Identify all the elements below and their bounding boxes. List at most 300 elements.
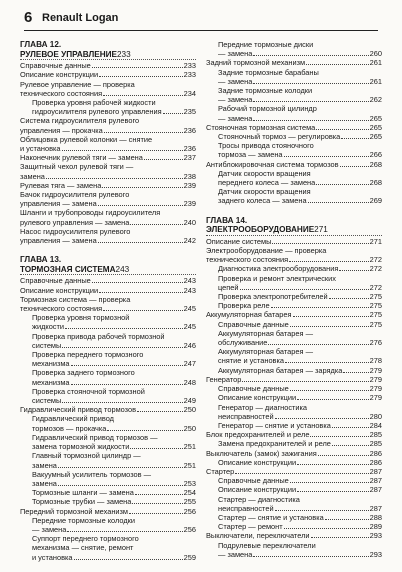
toc-entry-page: 247 bbox=[183, 359, 196, 369]
leader-dots bbox=[341, 138, 368, 139]
toc-entry bbox=[206, 485, 382, 494]
toc-entry bbox=[206, 393, 382, 402]
chapter-number: ГЛАВА 14. bbox=[206, 215, 248, 225]
chapter-title-row bbox=[206, 225, 382, 235]
leader-dots bbox=[107, 430, 182, 431]
toc-entry-text: Описание конструкции bbox=[20, 285, 99, 295]
leader-dots bbox=[58, 485, 183, 486]
leader-dots bbox=[62, 150, 183, 151]
toc-entry-row bbox=[218, 476, 382, 485]
toc-entry-page: 286 bbox=[369, 448, 382, 458]
toc-entry-text: механизма bbox=[32, 359, 70, 369]
toc-entry-row bbox=[206, 467, 382, 476]
toc-entry-text: управления — прокачка bbox=[20, 125, 103, 135]
toc-entry-row bbox=[218, 393, 382, 402]
toc-entry bbox=[206, 403, 382, 421]
toc-entry-text: Стояночная тормозная система bbox=[206, 122, 316, 132]
toc-entry-text: замена тормозной жидкости bbox=[32, 442, 130, 452]
toc-entry-page: 233 bbox=[183, 70, 196, 80]
toc-entry bbox=[206, 132, 382, 141]
chapter-block bbox=[20, 255, 196, 561]
toc-entry bbox=[20, 276, 196, 285]
leader-dots bbox=[98, 205, 183, 206]
toc-entry-text: Система гидроусилителя рулевого bbox=[20, 116, 140, 126]
toc-entry-text: управления — замена bbox=[20, 199, 97, 209]
toc-entry bbox=[206, 541, 382, 559]
toc-entry-text: Описание конструкции bbox=[218, 457, 297, 467]
toc-entry bbox=[20, 414, 196, 432]
chapter-title-row bbox=[20, 265, 196, 275]
leader-dots bbox=[275, 418, 369, 419]
page-number: 6 bbox=[24, 9, 33, 26]
leader-dots bbox=[310, 436, 368, 437]
leader-dots bbox=[102, 187, 182, 188]
toc-entry-row bbox=[20, 153, 196, 162]
leader-dots bbox=[290, 390, 369, 391]
toc-entry-page: 279 bbox=[369, 384, 382, 394]
toc-entry bbox=[20, 451, 196, 469]
toc-entry-row bbox=[218, 283, 382, 292]
toc-entry-text: Аккумуляторная батарея — bbox=[218, 328, 313, 338]
chapter-page: 233 bbox=[116, 49, 131, 59]
chapter-title-text: ЭЛЕКТРООБОРУДОВАНИЕ bbox=[206, 225, 315, 235]
toc-entry-text: и установка bbox=[20, 144, 61, 154]
leader-dots bbox=[163, 113, 183, 114]
toc-entry-row bbox=[32, 107, 196, 116]
toc-entry-text: Генератор — диагностика bbox=[218, 402, 308, 412]
toc-entry bbox=[20, 61, 196, 70]
leader-dots bbox=[293, 316, 369, 317]
toc-entry-text: Справочные данные bbox=[20, 276, 91, 286]
toc-entry-page: 272 bbox=[369, 282, 382, 292]
toc-entry-page: 279 bbox=[369, 374, 382, 384]
toc-entry-page: 256 bbox=[183, 506, 196, 516]
toc-entry-text: Выключатель (замок) зажигания bbox=[206, 448, 317, 458]
book-title: Renault Logan bbox=[42, 12, 119, 24]
leader-dots bbox=[284, 528, 369, 529]
toc-entry-text: Рулевое управление — проверка bbox=[20, 79, 135, 89]
toc-entry-text: — замена bbox=[218, 113, 253, 123]
leader-dots bbox=[71, 365, 183, 366]
leader-dots bbox=[271, 307, 369, 308]
toc-entry bbox=[20, 433, 196, 451]
leader-dots bbox=[272, 243, 368, 244]
leader-dots bbox=[290, 482, 369, 483]
toc-entry-text: Задние тормозные барабаны bbox=[218, 67, 319, 77]
toc-entry-page: 250 bbox=[183, 423, 196, 433]
toc-entry bbox=[206, 310, 382, 319]
toc-entry-page: 235 bbox=[183, 107, 196, 117]
toc-entry-text: Описание конструкции bbox=[218, 393, 297, 403]
toc-entry bbox=[20, 80, 196, 98]
toc-entry bbox=[206, 58, 382, 67]
toc-entry-text: Гидравлический привод bbox=[32, 414, 114, 424]
toc-entry-text: Защитный чехол рулевой тяги — bbox=[20, 162, 134, 172]
toc-entry-row bbox=[20, 199, 196, 208]
toc-entry-page: 243 bbox=[183, 285, 196, 295]
toc-entry-page: 275 bbox=[369, 310, 382, 320]
toc-entry-page: 286 bbox=[369, 457, 382, 467]
toc-entry-page: 250 bbox=[183, 405, 196, 415]
toc-entry-row bbox=[20, 276, 196, 285]
toc-entry-row bbox=[206, 310, 382, 319]
toc-entry-page: 272 bbox=[369, 264, 382, 274]
toc-entry bbox=[206, 476, 382, 485]
toc-entry bbox=[20, 98, 196, 116]
toc-entry bbox=[20, 286, 196, 295]
toc-entry bbox=[20, 295, 196, 313]
toc-entry-text: Насос гидроусилителя рулевого bbox=[20, 226, 131, 236]
leader-dots bbox=[144, 159, 183, 160]
leader-dots bbox=[340, 166, 369, 167]
leader-dots bbox=[103, 95, 183, 96]
toc-entry-row bbox=[218, 95, 382, 104]
toc-entry-text: Облицовка рулевой колонки — снятие bbox=[20, 134, 153, 144]
toc-entry-row bbox=[32, 461, 196, 470]
toc-entry-text: замена bbox=[20, 171, 45, 181]
toc-entry-page: 248 bbox=[183, 377, 196, 387]
toc-entry bbox=[20, 368, 196, 386]
toc-entry-row bbox=[206, 255, 382, 264]
toc-entry-text: механизма — снятие, ремонт bbox=[32, 543, 134, 553]
toc-entry-page: 268 bbox=[369, 178, 382, 188]
toc-entry-page: 275 bbox=[369, 292, 382, 302]
toc-entry-row bbox=[218, 264, 382, 273]
toc-entry-row bbox=[20, 181, 196, 190]
toc-entry-page: 262 bbox=[369, 95, 382, 105]
toc-entry-row bbox=[32, 479, 196, 488]
toc-entry-page: 261 bbox=[369, 76, 382, 86]
leader-dots bbox=[92, 67, 183, 68]
toc-entry-text: неисправностей bbox=[218, 411, 274, 421]
toc-entry bbox=[206, 292, 382, 301]
toc-entry-text: Стояночный тормоз — регулировка bbox=[218, 132, 341, 142]
toc-entry bbox=[20, 405, 196, 414]
toc-entry-text: — замена bbox=[218, 49, 253, 59]
toc-entry-text: Аккумуляторная батарея bbox=[206, 310, 292, 320]
toc-entry-page: 245 bbox=[183, 304, 196, 314]
toc-entry-text: Передние тормозные диски bbox=[218, 40, 314, 49]
toc-entry-text: Датчик скорости вращения bbox=[218, 187, 311, 197]
toc-entry bbox=[206, 421, 382, 430]
toc-entry bbox=[20, 470, 196, 488]
toc-entry bbox=[206, 274, 382, 292]
toc-entry-page: 259 bbox=[183, 552, 196, 562]
toc-entry-page: 245 bbox=[183, 322, 196, 332]
toc-entry-text: Задний тормозной механизм bbox=[206, 58, 306, 68]
leader-dots bbox=[58, 467, 183, 468]
toc-entry bbox=[206, 384, 382, 393]
chapter-title-text: ТОРМОЗНАЯ СИСТЕМА bbox=[20, 264, 116, 274]
toc-entry bbox=[20, 387, 196, 405]
toc-entry-page: 234 bbox=[183, 88, 196, 98]
leader-dots bbox=[290, 326, 369, 327]
toc-entry-row bbox=[218, 338, 382, 347]
toc-entry-row bbox=[20, 405, 196, 414]
toc-entry-row bbox=[32, 442, 196, 451]
toc-entry-page: 293 bbox=[369, 549, 382, 559]
toc-entry-text: Аккумуляторная батарея — bbox=[218, 347, 313, 357]
leader-dots bbox=[104, 132, 183, 133]
toc-entry-page: 265 bbox=[369, 132, 382, 142]
leader-dots bbox=[311, 537, 369, 538]
toc-entry-text: Датчик скорости вращения bbox=[218, 168, 311, 178]
toc-entry-text: тормоза — замена bbox=[218, 150, 283, 160]
toc-entry bbox=[20, 70, 196, 79]
toc-entry-row bbox=[20, 172, 196, 181]
toc-entry-text: Вакуумный усилитель тормозов — bbox=[32, 469, 151, 479]
toc-entry-row bbox=[218, 292, 382, 301]
toc-entry-text: Описание конструкции bbox=[20, 70, 99, 80]
toc-entry-row bbox=[20, 144, 196, 153]
toc-entry-page: 266 bbox=[369, 150, 382, 160]
toc-entry-text: Стартер — снятие и установка bbox=[218, 512, 324, 522]
toc-entry-text: Наконечник рулевой тяги — замена bbox=[20, 153, 143, 163]
toc-entry-page: 268 bbox=[369, 159, 382, 169]
toc-entry bbox=[20, 488, 196, 497]
leader-dots bbox=[308, 202, 369, 203]
toc-entry-text: и установка bbox=[32, 552, 73, 562]
toc-entry bbox=[20, 497, 196, 506]
toc-entry-text: Справочные данные bbox=[20, 61, 91, 71]
toc-entry-row bbox=[20, 304, 196, 313]
toc-entry-page: 233 bbox=[183, 61, 196, 71]
toc-entry-page: 237 bbox=[183, 153, 196, 163]
chapter-number: ГЛАВА 12. bbox=[20, 40, 62, 49]
toc-entry-text: переднего колеса — замена bbox=[218, 178, 316, 188]
leader-dots bbox=[297, 399, 369, 400]
toc-entry-page: 236 bbox=[183, 125, 196, 135]
toc-entry-text: замена bbox=[32, 478, 57, 488]
toc-entry-text: замена bbox=[32, 460, 57, 470]
toc-entry-row bbox=[218, 114, 382, 123]
leader-dots bbox=[253, 101, 368, 102]
toc-entry-page: 284 bbox=[369, 420, 382, 430]
toc-entry-text: Тросы привода стояночного bbox=[218, 141, 314, 151]
toc-entry bbox=[206, 187, 382, 205]
toc-entry bbox=[206, 40, 382, 58]
leader-dots bbox=[297, 464, 369, 465]
toc-entry-row bbox=[206, 531, 382, 540]
leader-dots bbox=[103, 310, 183, 311]
toc-entry-row bbox=[32, 497, 196, 506]
toc-entry-text: Гидравлический привод тормозов bbox=[20, 405, 137, 415]
toc-entry bbox=[206, 522, 382, 531]
toc-entry-text: Стартер bbox=[206, 466, 235, 476]
toc-entry-text: цепей bbox=[218, 282, 239, 292]
toc-entry bbox=[206, 104, 382, 122]
chapter-title-text: РУЛЕВОЕ УПРАВЛЕНИЕ bbox=[20, 49, 117, 59]
leader-dots bbox=[318, 455, 369, 456]
toc-entry bbox=[206, 320, 382, 329]
toc-entry-page: 246 bbox=[183, 340, 196, 350]
toc-entry-text: Суппорт переднего тормозного bbox=[32, 534, 139, 544]
toc-entry bbox=[20, 135, 196, 153]
toc-entry bbox=[206, 68, 382, 86]
toc-entry-text: Главный тормозной цилиндр — bbox=[32, 451, 141, 461]
toc-entry-text: Проверка уровня тормозной bbox=[32, 313, 130, 323]
leader-dots bbox=[129, 513, 183, 514]
toc-entry bbox=[206, 237, 382, 246]
toc-entry bbox=[20, 116, 196, 134]
toc-entry-row bbox=[32, 359, 196, 368]
toc-entry-page: 278 bbox=[369, 356, 382, 366]
toc-entry bbox=[206, 86, 382, 104]
toc-entry-row bbox=[206, 237, 382, 246]
leader-dots bbox=[285, 362, 369, 363]
toc-entry-page: 275 bbox=[369, 319, 382, 329]
leader-dots bbox=[329, 298, 369, 299]
toc-entry-row bbox=[20, 286, 196, 295]
toc-entry bbox=[206, 375, 382, 384]
toc-entry-text: Замена предохранителей и реле bbox=[218, 439, 331, 449]
toc-entry-row bbox=[218, 49, 382, 58]
toc-entry-row bbox=[32, 488, 196, 497]
toc-entry-row bbox=[206, 375, 382, 384]
toc-entry-row bbox=[218, 178, 382, 187]
toc-entry-text: технического состояния bbox=[20, 304, 103, 314]
toc-entry-page: 287 bbox=[369, 503, 382, 513]
toc-entry-row bbox=[218, 301, 382, 310]
toc-entry bbox=[206, 467, 382, 476]
leader-dots bbox=[130, 224, 182, 225]
leader-dots bbox=[130, 448, 182, 449]
leader-dots bbox=[275, 510, 369, 511]
toc-entry-row bbox=[206, 449, 382, 458]
leader-dots bbox=[135, 494, 183, 495]
toc-entry-text: Подрулевые переключатели bbox=[218, 540, 316, 550]
toc-entry-page: 287 bbox=[369, 485, 382, 495]
toc-entry-row bbox=[218, 132, 382, 141]
toc-entry bbox=[20, 190, 196, 208]
leader-dots bbox=[62, 347, 182, 348]
toc-entry-text: снятие и установка bbox=[218, 356, 284, 366]
leader-dots bbox=[62, 402, 182, 403]
leader-dots bbox=[46, 178, 183, 179]
toc-entry bbox=[20, 516, 196, 534]
toc-entry-page: 239 bbox=[183, 199, 196, 209]
toc-entry bbox=[206, 531, 382, 540]
toc-entry-text: рулевого управления — замена bbox=[20, 217, 130, 227]
toc-entry-text: Стартер — ремонт bbox=[218, 522, 283, 532]
chapter-title bbox=[20, 50, 196, 61]
toc-entry-text: Проверка переднего тормозного bbox=[32, 350, 144, 360]
leader-dots bbox=[253, 556, 368, 557]
toc-entry-text: — замена bbox=[218, 95, 253, 105]
leader-dots bbox=[65, 328, 183, 329]
toc-entry bbox=[20, 350, 196, 368]
toc-entry-page: 275 bbox=[369, 301, 382, 311]
toc-entry bbox=[206, 366, 382, 375]
toc-entry-text: Проверка электропотребителей bbox=[218, 292, 328, 302]
chapter-title-row bbox=[20, 50, 196, 60]
toc-entry-row bbox=[218, 522, 382, 531]
toc-entry-row bbox=[32, 396, 196, 405]
toc-entry-row bbox=[218, 550, 382, 559]
toc-entry-text: Проверка уровня рабочей жидкости bbox=[32, 98, 156, 107]
toc-entry-row bbox=[218, 504, 382, 513]
chapter-block bbox=[20, 40, 196, 245]
toc-entry-page: 240 bbox=[183, 217, 196, 227]
toc-entry-text: Описание системы bbox=[206, 236, 272, 246]
toc-entry-page: 272 bbox=[369, 255, 382, 265]
toc-entry bbox=[20, 313, 196, 331]
toc-entry-page: 261 bbox=[369, 58, 382, 68]
toc-entry-text: Справочные данные bbox=[218, 384, 289, 394]
toc-entry-page: 269 bbox=[369, 196, 382, 206]
toc-entry-text: системы bbox=[32, 340, 62, 350]
toc-entry-text: тормозов — прокачка bbox=[32, 423, 107, 433]
toc-entry-row bbox=[32, 553, 196, 562]
leader-dots bbox=[67, 531, 182, 532]
chapter-number: ГЛАВА 13. bbox=[20, 255, 62, 265]
leader-dots bbox=[289, 261, 369, 262]
toc-entry-page: 293 bbox=[369, 531, 382, 541]
toc-entry bbox=[206, 458, 382, 467]
leader-dots bbox=[268, 344, 368, 345]
toc-entry-page: 254 bbox=[183, 488, 196, 498]
toc-entry-page: 279 bbox=[369, 393, 382, 403]
leader-dots bbox=[316, 129, 368, 130]
toc-entry-page: 239 bbox=[183, 180, 196, 190]
toc-entry bbox=[206, 347, 382, 365]
toc-entry-text: — замена bbox=[218, 76, 253, 86]
chapter-title bbox=[206, 225, 382, 236]
leader-dots bbox=[343, 372, 368, 373]
toc-entry bbox=[206, 123, 382, 132]
toc-entry-text: Электрооборудование — проверка bbox=[206, 246, 327, 256]
toc-entry-text: Проверка реле bbox=[218, 301, 270, 311]
toc-entry-row bbox=[32, 322, 196, 331]
toc-entry-page: 249 bbox=[183, 396, 196, 406]
toc-entry-text: Проверка и ремонт электрических bbox=[218, 273, 336, 283]
toc-entry-page: 287 bbox=[369, 466, 382, 476]
leader-dots bbox=[253, 55, 368, 56]
toc-entry-text: Стартер — диагностика bbox=[218, 494, 300, 504]
toc-entry-text: Выключатели, переключатели bbox=[206, 531, 310, 541]
toc-entry-text: гидроусилителя рулевого управления bbox=[32, 107, 162, 117]
toc-entry bbox=[206, 495, 382, 513]
toc-entry-row bbox=[20, 507, 196, 516]
leader-dots bbox=[74, 559, 183, 560]
toc-entry-row bbox=[20, 70, 196, 79]
toc-entry-text: Задние тормозные колодки bbox=[218, 86, 313, 96]
toc-entry-row bbox=[20, 89, 196, 98]
chapter-page: 271 bbox=[314, 225, 328, 235]
toc-entry-page: 276 bbox=[369, 338, 382, 348]
toc-entry bbox=[206, 169, 382, 187]
toc-entry-row bbox=[32, 378, 196, 387]
toc-entry bbox=[20, 162, 196, 180]
toc-entry-page: 287 bbox=[369, 476, 382, 486]
toc-entry-text: Передние тормозные колодки bbox=[32, 515, 136, 525]
toc-entry-text: Бачок гидроусилителя рулевого bbox=[20, 190, 130, 200]
toc-entry-page: 251 bbox=[183, 460, 196, 470]
toc-entry bbox=[206, 430, 382, 439]
toc-entry-page: 238 bbox=[183, 171, 196, 181]
leader-dots bbox=[99, 76, 183, 77]
toc-entry-row bbox=[218, 458, 382, 467]
toc-entry bbox=[20, 534, 196, 562]
toc-entry-text: обслуживание bbox=[218, 338, 268, 348]
toc-entry-text: механизма bbox=[32, 377, 70, 387]
toc-entry-page: 271 bbox=[369, 236, 382, 246]
toc-entry bbox=[206, 513, 382, 522]
toc-entry-text: Тормозные шланги — замена bbox=[32, 488, 134, 498]
toc-entry-text: Гидравлический привод тормозов — bbox=[32, 432, 158, 442]
toc-entry-row bbox=[206, 58, 382, 67]
chapter-block bbox=[206, 40, 382, 206]
